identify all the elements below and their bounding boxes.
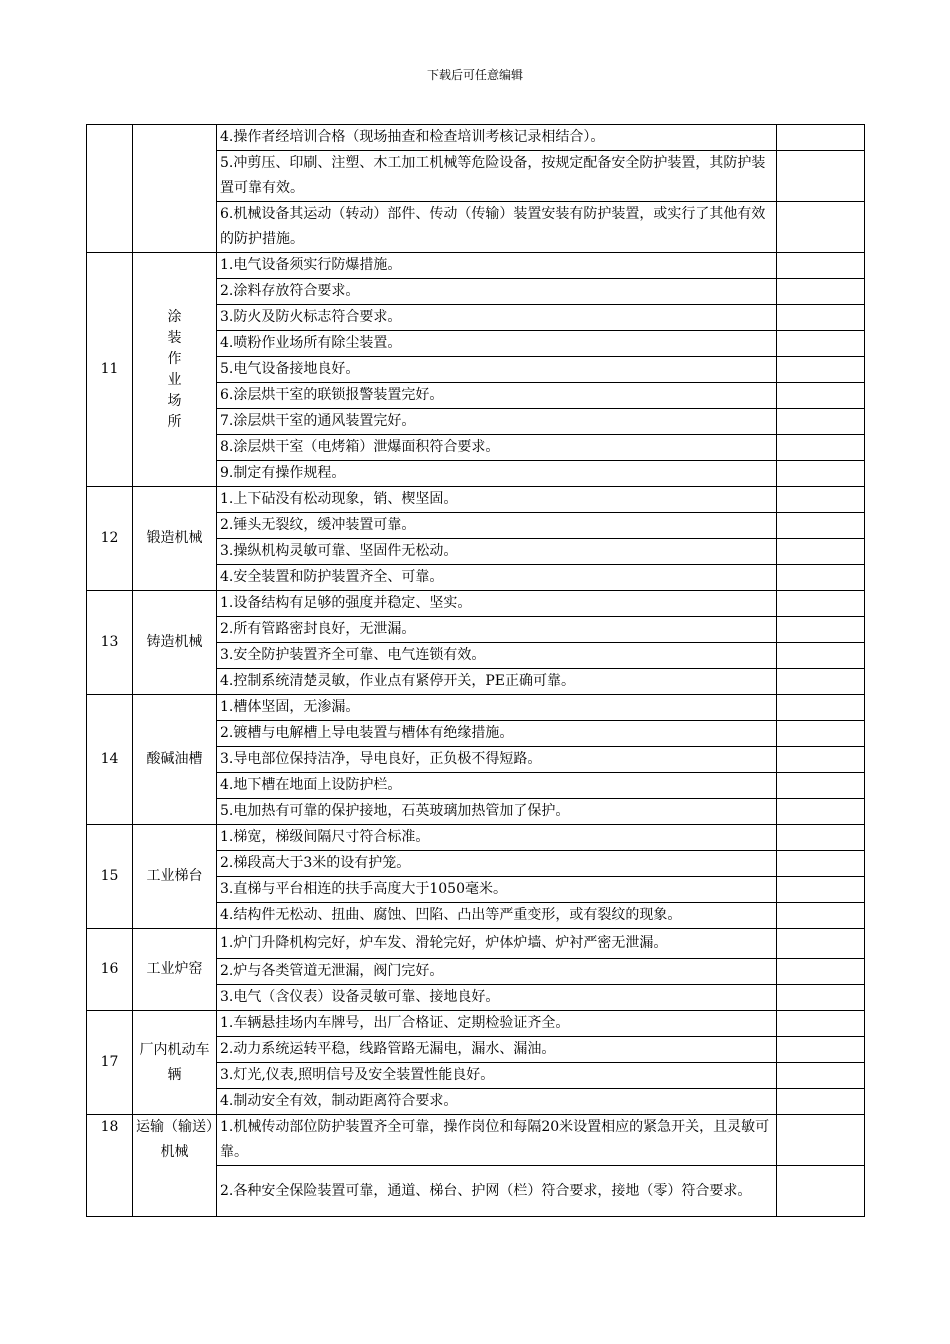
result-cell[interactable] (777, 799, 865, 825)
check-item-text: 7.涂层烘干室的通风装置完好。 (217, 409, 777, 435)
result-cell[interactable] (777, 747, 865, 773)
result-cell[interactable] (777, 825, 865, 851)
result-cell[interactable] (777, 643, 865, 669)
check-item-text: 2.动力系统运转平稳，线路管路无漏电，漏水、漏油。 (217, 1037, 777, 1063)
result-cell[interactable] (777, 461, 865, 487)
check-item-text: 2.镀槽与电解槽上导电装置与槽体有绝缘措施。 (217, 721, 777, 747)
result-cell[interactable] (777, 695, 865, 721)
item-number: 14 (87, 695, 133, 825)
table-row (87, 487, 865, 513)
category-label: 铸造机械 (133, 591, 217, 695)
page-header: 下载后可任意编辑 (426, 68, 523, 82)
item-number: 15 (87, 825, 133, 929)
table-row (87, 1115, 865, 1166)
result-cell[interactable] (777, 539, 865, 565)
category-label: 酸碱油槽 (133, 695, 217, 825)
table-row (87, 825, 865, 851)
result-cell[interactable] (777, 331, 865, 357)
result-cell[interactable] (777, 773, 865, 799)
result-cell[interactable] (777, 929, 865, 959)
check-item-text: 2.炉与各类管道无泄漏，阀门完好。 (217, 959, 777, 985)
result-cell[interactable] (777, 1115, 865, 1166)
result-cell[interactable] (777, 1063, 865, 1089)
check-item-text: 1.设备结构有足够的强度并稳定、坚实。 (217, 591, 777, 617)
check-item-text: 5.冲剪压、印刷、注塑、木工加工机械等危险设备，按规定配备安全防护装置，其防护装置可靠有效。 (217, 151, 777, 202)
check-item-text: 1.炉门升降机构完好，炉车发、滑轮完好，炉体炉墙、炉衬严密无泄漏。 (217, 929, 777, 959)
check-item-text: 3.电气（含仪表）设备灵敏可靠、接地良好。 (217, 985, 777, 1011)
result-cell[interactable] (777, 1166, 865, 1217)
result-cell[interactable] (777, 851, 865, 877)
check-item-text: 4.制动安全有效，制动距离符合要求。 (217, 1089, 777, 1115)
check-item-text: 1.电气设备须实行防爆措施。 (217, 253, 777, 279)
check-item-text: 3.安全防护装置齐全可靠、电气连锁有效。 (217, 643, 777, 669)
check-item-text: 4.控制系统清楚灵敏，作业点有紧停开关，PE正确可靠。 (217, 669, 777, 695)
result-cell[interactable] (777, 253, 865, 279)
check-item-text: 3.灯光,仪表,照明信号及安全装置性能良好。 (217, 1063, 777, 1089)
table-row (87, 1011, 865, 1037)
result-cell[interactable] (777, 305, 865, 331)
result-cell[interactable] (777, 409, 865, 435)
check-item-text: 2.锤头无裂纹，缓冲装置可靠。 (217, 513, 777, 539)
check-item-text: 4.喷粉作业场所有除尘装置。 (217, 331, 777, 357)
category-label: 运输（输送）机械 (133, 1115, 217, 1217)
check-item-text: 1.车辆悬挂场内车牌号，出厂合格证、定期检验证齐全。 (217, 1011, 777, 1037)
result-cell[interactable] (777, 877, 865, 903)
result-cell[interactable] (777, 487, 865, 513)
result-cell[interactable] (777, 565, 865, 591)
check-item-text: 3.导电部位保持洁净，导电良好，正负极不得短路。 (217, 747, 777, 773)
check-item-text: 2.各种安全保险装置可靠，通道、梯台、护网（栏）符合要求，接地（零）符合要求。 (217, 1166, 777, 1217)
inspection-table (86, 124, 865, 1217)
result-cell[interactable] (777, 669, 865, 695)
result-cell[interactable] (777, 721, 865, 747)
item-number: 13 (87, 591, 133, 695)
check-item-text: 1.上下砧没有松动现象，销、楔坚固。 (217, 487, 777, 513)
check-item-text: 9.制定有操作规程。 (217, 461, 777, 487)
table-row (87, 125, 865, 151)
item-number: 18 (87, 1115, 133, 1217)
check-item-text: 4.操作者经培训合格（现场抽查和检查培训考核记录相结合）。 (217, 125, 777, 151)
check-item-text: 1.机械传动部位防护装置齐全可靠，操作岗位和每隔20米设置相应的紧急开关，且灵敏可靠。 (217, 1115, 777, 1166)
category-label: 厂内机动车辆 (133, 1011, 217, 1115)
category-label: 涂装作业场所 (133, 253, 217, 487)
result-cell[interactable] (777, 513, 865, 539)
result-cell[interactable] (777, 1089, 865, 1115)
check-item-text: 3.操纵机构灵敏可靠、坚固件无松动。 (217, 539, 777, 565)
result-cell[interactable] (777, 617, 865, 643)
category-label: 工业炉窑 (133, 929, 217, 1011)
result-cell[interactable] (777, 959, 865, 985)
category-label: 锻造机械 (133, 487, 217, 591)
result-cell[interactable] (777, 435, 865, 461)
result-cell[interactable] (777, 357, 865, 383)
result-cell[interactable] (777, 202, 865, 253)
item-number: 12 (87, 487, 133, 591)
item-number: 17 (87, 1011, 133, 1115)
check-item-text: 5.电气设备接地良好。 (217, 357, 777, 383)
check-item-text: 4.结构件无松动、扭曲、腐蚀、凹陷、凸出等严重变形，或有裂纹的现象。 (217, 903, 777, 929)
check-item-text: 6.机械设备其运动（转动）部件、传动（传输）装置安装有防护装置，或实行了其他有效的防护措施。 (217, 202, 777, 253)
check-item-text: 6.涂层烘干室的联锁报警装置完好。 (217, 383, 777, 409)
table-row (87, 591, 865, 617)
result-cell[interactable] (777, 1037, 865, 1063)
check-item-text: 3.直梯与平台相连的扶手高度大于1050毫米。 (217, 877, 777, 903)
table-row (87, 253, 865, 279)
category-label: 工业梯台 (133, 825, 217, 929)
result-cell[interactable] (777, 151, 865, 202)
check-item-text: 1.梯宽，梯级间隔尺寸符合标准。 (217, 825, 777, 851)
result-cell[interactable] (777, 903, 865, 929)
item-number: 11 (87, 253, 133, 487)
check-item-text: 2.涂料存放符合要求。 (217, 279, 777, 305)
check-item-text: 1.槽体坚固，无渗漏。 (217, 695, 777, 721)
category-label (133, 125, 217, 253)
check-item-text: 4.地下槽在地面上设防护栏。 (217, 773, 777, 799)
check-item-text: 8.涂层烘干室（电烤箱）泄爆面积符合要求。 (217, 435, 777, 461)
table-row (87, 695, 865, 721)
table-row (87, 929, 865, 959)
result-cell[interactable] (777, 383, 865, 409)
item-number (87, 125, 133, 253)
result-cell[interactable] (777, 279, 865, 305)
result-cell[interactable] (777, 591, 865, 617)
result-cell[interactable] (777, 1011, 865, 1037)
item-number: 16 (87, 929, 133, 1011)
check-item-text: 4.安全装置和防护装置齐全、可靠。 (217, 565, 777, 591)
check-item-text: 3.防火及防火标志符合要求。 (217, 305, 777, 331)
result-cell[interactable] (777, 985, 865, 1011)
result-cell[interactable] (777, 125, 865, 151)
check-item-text: 2.所有管路密封良好，无泄漏。 (217, 617, 777, 643)
check-item-text: 5.电加热有可靠的保护接地，石英玻璃加热管加了保护。 (217, 799, 777, 825)
check-item-text: 2.梯段高大于3米的设有护笼。 (217, 851, 777, 877)
